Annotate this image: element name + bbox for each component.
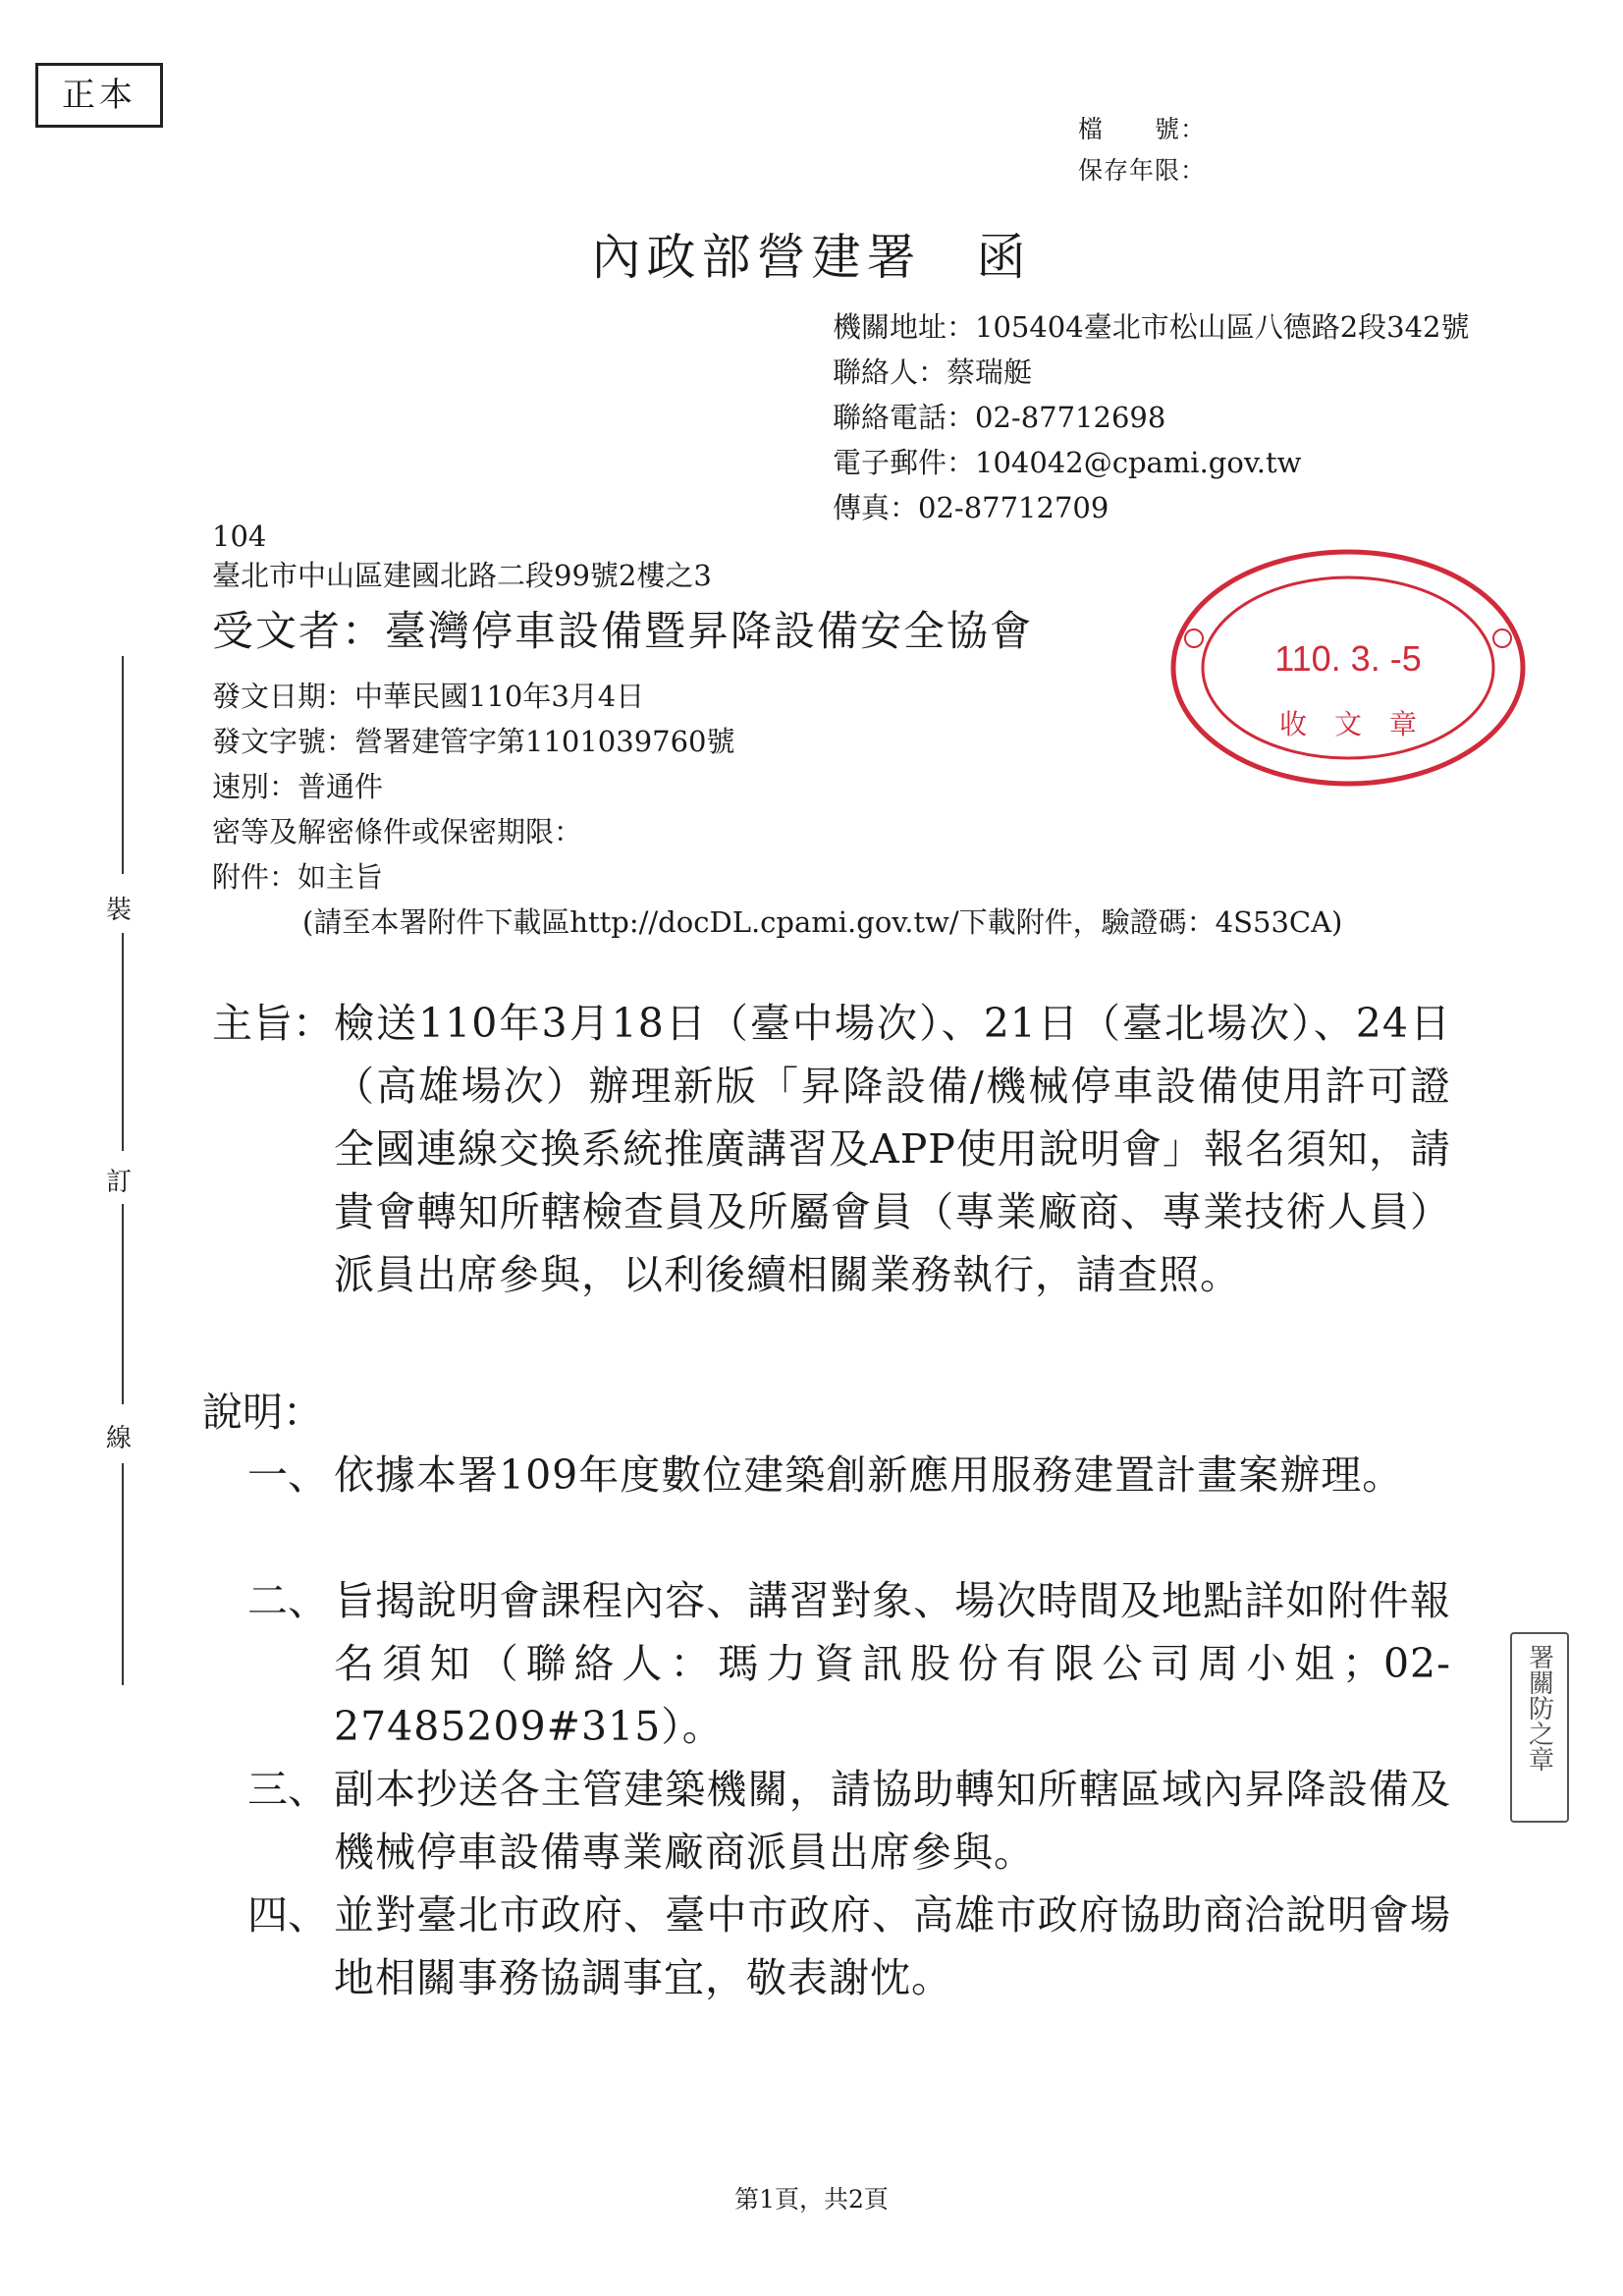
recipient-address-block — [212, 517, 712, 595]
attachment: 附件：如主旨 — [212, 860, 384, 894]
explanation-item — [212, 1758, 1451, 1884]
delivery-speed: 速別：普通件 — [212, 770, 384, 803]
seal-date: 110. 3. -5 — [1274, 638, 1422, 679]
seal-flower-icon — [1493, 629, 1511, 647]
explanation-item — [212, 1569, 1451, 1758]
explanation-text: 並對臺北市政府、臺中市政府、高雄市政府協助商洽說明會場地相關事務協調事宜，敬表謝忱。 — [334, 1891, 1451, 2001]
contact-phone: 聯絡電話：02-87712698 — [833, 401, 1166, 434]
seal-label: 收 文 章 — [1278, 708, 1418, 740]
page-footer: 第1頁，共2頁 — [734, 2185, 889, 2214]
attachment-note: (請至本署附件下載區http://docDL.cpami.gov.tw/下載附件，驗證碼：4S53CA) — [302, 905, 1343, 939]
binding-line — [122, 1204, 124, 1404]
sender-address: 機關地址：105404臺北市松山區八德路2段342號 — [833, 310, 1470, 344]
original-copy-stamp: 正本 — [35, 63, 163, 128]
explanation-text: 副本抄送各主管建築機關，請協助轉知所轄區域內昇降設備及機械停車設備專業廠商派員出席參與。 — [334, 1766, 1451, 1876]
recipient-address: 臺北市中山區建國北路二段99號2樓之3 — [212, 559, 712, 592]
seal-flower-icon — [1185, 629, 1203, 647]
document-title: 內政部營建署 函 — [591, 229, 1032, 286]
explanation-number: 三、 — [247, 1766, 328, 1813]
side-stamp-text: 署關防之章 — [1524, 1644, 1554, 1772]
explanation-item — [212, 1444, 1451, 1506]
binding-mark: 裝 — [106, 896, 133, 925]
security-level: 密等及解密條件或保密期限： — [212, 815, 583, 848]
explanation-label: 說明： — [202, 1389, 323, 1436]
recipient: 受文者：臺灣停車設備暨昇降設備安全協會 — [212, 607, 1034, 655]
reference-number: 發文字號：營署建管字第1101039760號 — [212, 725, 735, 758]
retention-period-label: 保存年限： — [1078, 156, 1207, 185]
subject-label: 主旨： — [212, 1000, 333, 1047]
recipient-postcode: 104 — [212, 519, 267, 553]
official-side-stamp — [1510, 1632, 1569, 1823]
document-header-fields — [212, 674, 1342, 945]
contact-person: 聯絡人：蔡瑞艇 — [833, 355, 1033, 389]
binding-line — [122, 1463, 124, 1685]
explanation-number: 一、 — [247, 1451, 328, 1499]
binding-line — [122, 933, 124, 1151]
subject-section — [212, 992, 1451, 1306]
explanation-number: 四、 — [247, 1891, 328, 1939]
issue-date: 發文日期：中華民國110年3月4日 — [212, 680, 645, 713]
subject-text: 檢送110年3月18日（臺中場次）、21日（臺北場次）、24日（高雄場次）辦理新版「昇降設備/機械停車設備使用許可證全國連線交換系統推廣講習及APP使用說明會」報名須知，請貴會轉知所轄檢查員及所屬會員（專業廠商、專業技術人員）派員出席參與，以利後續相關業務執行，請查照。 — [334, 1000, 1451, 1298]
explanation-number: 二、 — [247, 1577, 328, 1624]
sender-contact-block — [833, 304, 1470, 530]
binding-mark: 訂 — [106, 1168, 133, 1197]
explanation-text: 旨揭說明會課程內容、講習對象、場次時間及地點詳如附件報名須知（聯絡人：瑪力資訊股份有限公司周小姐；02-27485209#315）。 — [334, 1577, 1451, 1750]
file-number-label: 檔 號： — [1078, 115, 1207, 143]
contact-fax: 傳真：02-87712709 — [833, 491, 1109, 524]
explanation-item — [212, 1884, 1451, 2009]
explanation-text: 依據本署109年度數位建築創新應用服務建置計畫案辦理。 — [334, 1451, 1404, 1499]
binding-line — [122, 656, 124, 874]
binding-mark: 線 — [106, 1424, 133, 1453]
contact-email: 電子郵件：104042@cpami.gov.tw — [833, 446, 1302, 479]
